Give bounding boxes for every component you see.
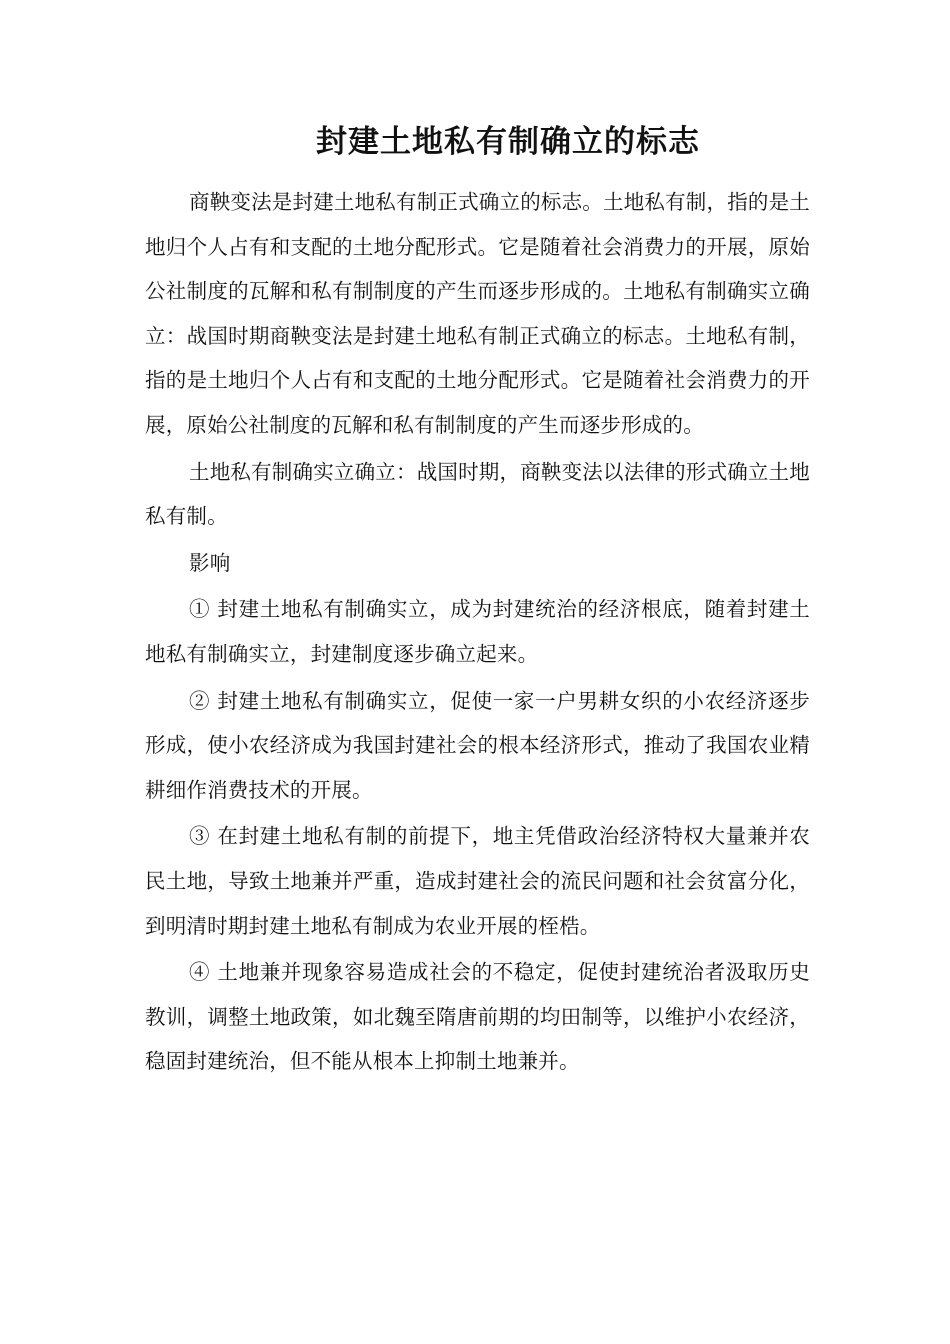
paragraph-influence-2: ② 封建土地私有制确实立，促使一家一户男耕女织的小农经济逐步形成，使小农经济成为我国封建社会的根本经济形式，推动了我国农业精耕细作消费技术的开展。 [145,688,810,802]
section-heading-influence: 影响 [189,550,231,575]
document-title: 封建土地私有制确立的标志 [316,124,700,160]
paragraph-influence-4: ④ 土地兼并现象容易造成社会的不稳定，促使封建统治者汲取历史教训，调整土地政策，如北魏至隋唐前期的均田制等，以维护小农经济，稳固封建统治，但不能从根本上抑制土地兼并。 [145,960,810,1074]
paragraph-influence-1: ① 封建土地私有制确实立，成为封建统治的经济根底，随着封建土地私有制确实立，封建制度逐步确立起来。 [145,597,810,666]
paragraph-influence-3: ③ 在封建土地私有制的前提下，地主凭借政治经济特权大量兼并农民土地，导致土地兼并严重，造成封建社会的流民问题和社会贫富分化，到明清时期封建土地私有制成为农业开展的桎梏。 [145,824,810,938]
document-body [145,180,810,1086]
paragraph-intro: 商鞅变法是封建土地私有制正式确立的标志。土地私有制，指的是土地归个人占有和支配的土地分配形式。它是随着社会消费力的开展，原始公社制度的瓦解和私有制制度的产生而逐步形成的。土地私有制确实立确立：战国时期商鞅变法是封建土地私有制正式确立的标志。土地私有制，指的是土地归个人占有和支配的土地分配形式。它是随着社会消费力的开展，原始公社制度的瓦解和私有制制度的产生而逐步形成的。 [145,190,810,437]
paragraph-establishment: 土地私有制确实立确立：战国时期，商鞅变法以法律的形式确立土地私有制。 [145,459,810,529]
